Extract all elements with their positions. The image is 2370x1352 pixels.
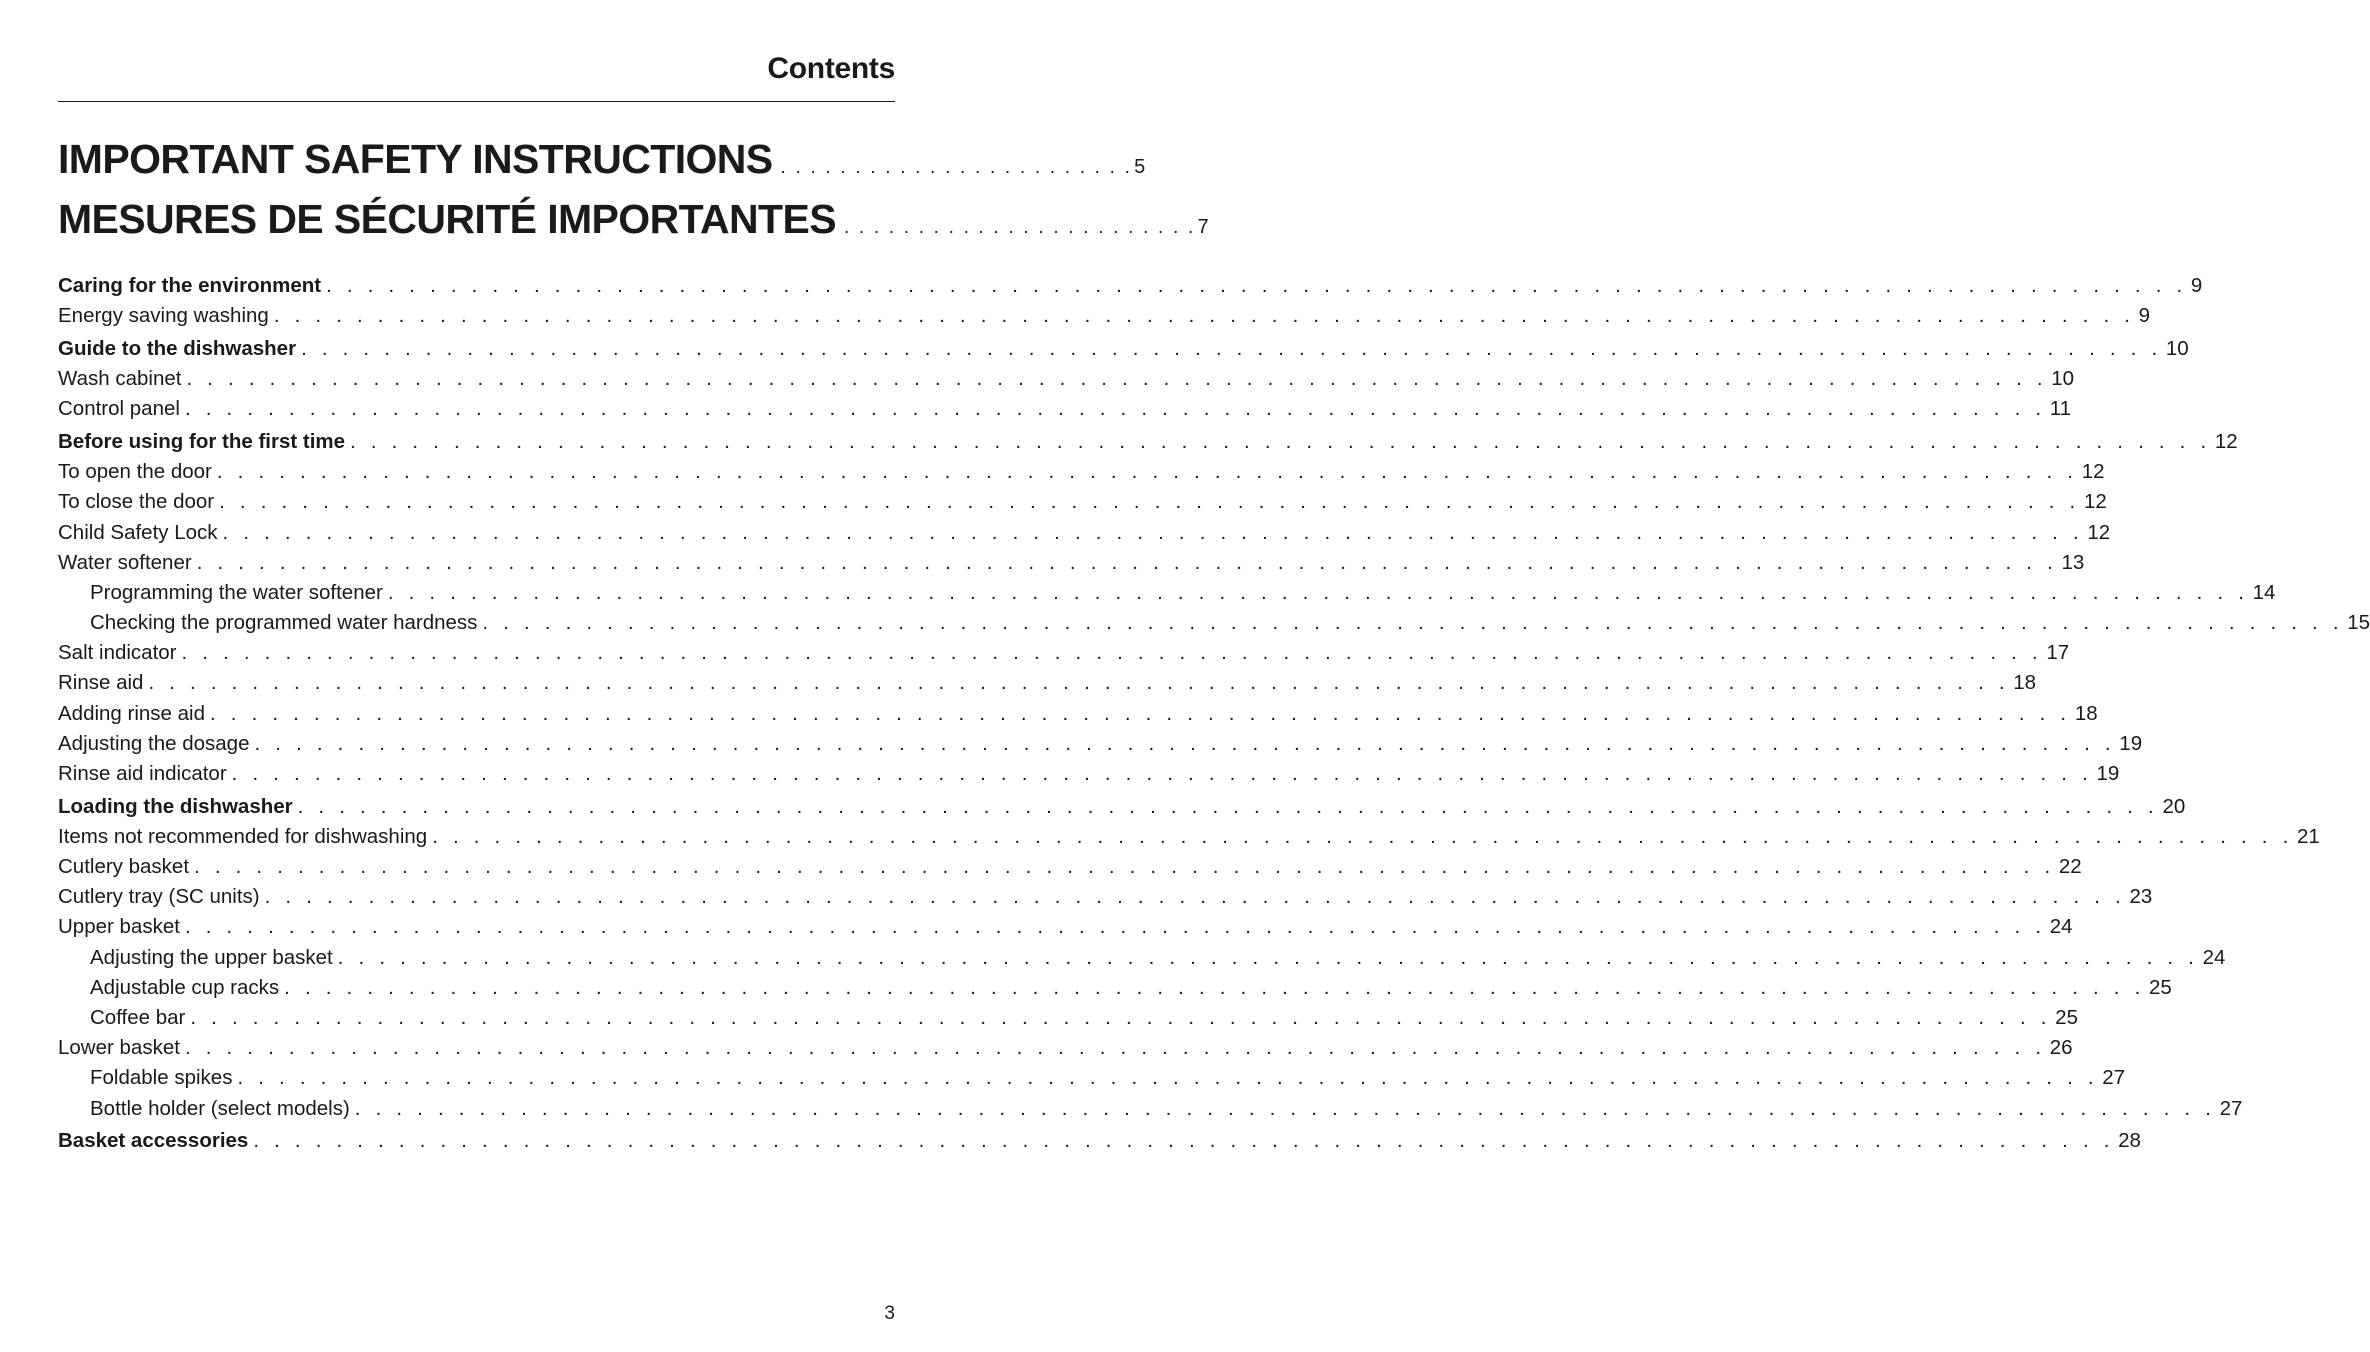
toc-entry-page-number: 24 <box>2202 945 2226 969</box>
toc-entry[interactable] <box>58 915 2073 945</box>
toc-entry-page-number: 19 <box>2119 731 2143 755</box>
toc-entry-title: Water softener <box>58 550 192 574</box>
toc-entry-page-number: 17 <box>2046 641 2070 665</box>
dot-leader: . . . . . . . . . . . . . . . . . . . . . . . . . . . . . . . . . . . . . . . . . . . . . . . . . . . . . . . . . . . . . . . . . . . . . . . . . . . . . . . . . . . . . . . . . . <box>186 367 2048 391</box>
toc-entry-page-number: 21 <box>2297 824 2320 848</box>
toc-entry-title: Rinse aid indicator <box>58 762 227 785</box>
toc-entry-title: Adding rinse aid <box>58 701 206 725</box>
page-number: 3 <box>884 1303 895 1324</box>
toc-entry-page-number: 28 <box>2118 1129 2141 1153</box>
toc-entry-page-number: 9 <box>2190 274 2203 297</box>
toc-entry[interactable] <box>58 1129 2141 1159</box>
toc-entry-title: Items not recommended for dishwashing <box>58 824 428 848</box>
dot-leader: . . . . . . . . . . . . . . . . . . . . . . . . . . . . . . . . . . . . . . . . . . . . . . . . . . . . . . . . . . . . . . . . . . . . . . . . . . . . . . . . . . . . . . . . . . <box>231 762 2093 785</box>
dot-leader: . . . . . . . . . . . . . . . . . . . . . . . . . . . . . . . . . . . . . . . . . . . . . . . . . . . . . . . . . . . . . . . . . . . . . . . . . . . . . . . . . . . . . . . . . . <box>301 336 2162 360</box>
toc-entry-page-number: 20 <box>2162 794 2186 818</box>
toc-entry-title: Wash cabinet <box>58 367 182 391</box>
toc-entry-title: Before using for the first time <box>58 429 346 453</box>
dot-leader: . . . . . . . . . . . . . . . . . . . . . . . . . . . . . . . . . . . . . . . . . . . . . . . . . . . . . . . . . . . . . . . . . . . . . . . . . . . . . . . . . . . . . . . . . . <box>148 671 2010 695</box>
toc-entry[interactable] <box>58 550 2085 581</box>
toc-entry-page-number: 19 <box>2096 762 2120 785</box>
dot-leader: . . . . . . . . . . . . . . . . . . . . . . . . . . . . . . . . . . . . . . . . . . . . . . . . . . . . . . . . . . . . . . . . . . . . . . . . . . . . . . . . . . . . . . . . . . <box>219 490 2080 514</box>
toc-entry-title: Adjusting the upper basket <box>90 945 333 969</box>
dot-leader: . . . . . . . . . . . . . . . . . . . . . . . . . . . . . . . . . . . . . . . . . . . . . . . . . . . . . . . . . . . . . . . . . . . . . . . . . . . . . . . . . . . . . . . . . . <box>297 794 2159 818</box>
toc-entry[interactable] <box>58 520 2111 551</box>
dot-leader: . . . . . . . . . . . . . . . . . . . . . . . . . . . . . . . . . . . . . . . . . . . . . . . . . . . . . . . . . . . . . . . . . . . . . . . . . . . . . . . . . . . . . . . . . . <box>190 1006 2052 1029</box>
toc-entry[interactable] <box>58 1006 2078 1036</box>
toc-entry-title: Adjusting the dosage <box>58 731 250 755</box>
toc-entry[interactable] <box>58 304 2151 334</box>
toc-entry-page-number: 12 <box>2081 460 2105 484</box>
heading-page-number: 7 <box>1197 216 1209 238</box>
dot-leader: . . . . . . . . . . . . . . . . . . . . . . . . . . . . . . . . . . . . . . . . . . . . . . . . . . . . . . . . . . . . . . . . . . . . . . . . . . . . . . . . . . . . . . . . . . <box>337 945 2199 969</box>
toc-entry-title: Caring for the environment <box>58 274 322 297</box>
dot-leader: . . . . . . . . . . . . . . . . . . . . . . . . . . . . . . . . . . . . . . . . . . . . . . . . . . . . . . . . . . . . . . . . . . . . . . . . . . . . . . . . . . . . . . . . . . <box>184 915 2046 939</box>
toc-entry[interactable] <box>58 701 2098 732</box>
toc-entry-title: Rinse aid <box>58 671 144 695</box>
toc-heading-safety-instructions[interactable] <box>58 136 1146 183</box>
dot-leader: . . . . . . . . . . . . . . . . . . . . . . . . . . . . . . . . . . . . . . . . . . . . . . . . . . . . . . . . . . . . . . . . . . . . . . . . . . . . . . . . . . . . . . . . . . <box>482 611 2344 635</box>
toc-entry[interactable] <box>58 855 2082 885</box>
toc-entry-title: Lower basket <box>58 1036 180 1060</box>
toc-entry-title: Child Safety Lock <box>58 520 218 544</box>
toc-entry-title: Upper basket <box>58 915 180 939</box>
toc-entry[interactable] <box>58 1036 2073 1066</box>
toc-entry[interactable] <box>58 490 2107 520</box>
heading-text: IMPORTANT SAFETY INSTRUCTIONS <box>58 136 773 182</box>
toc-entry[interactable] <box>58 336 2189 367</box>
toc-entry[interactable] <box>58 731 2143 762</box>
heading-page-number: 5 <box>1134 156 1146 178</box>
dot-leader: . . . . . . . . . . . . . . . . . . . . . . . . <box>843 217 1196 238</box>
toc-entry-page-number: 10 <box>2165 336 2189 360</box>
toc-entry-page-number: 24 <box>2049 915 2073 939</box>
toc-entry-page-number: 15 <box>2347 611 2370 635</box>
toc-entry[interactable] <box>58 1096 2243 1127</box>
dot-leader: . . . . . . . . . . . . . . . . . . . . . . . . . . . . . . . . . . . . . . . . . . . . . . . . . . . . . . . . . . . . . . . . . . . . . . . . . . . . . . . . . . . . . . . . . . <box>237 1066 2099 1090</box>
dot-leader: . . . . . . . . . . . . . . . . . . . . . . . . . . . . . . . . . . . . . . . . . . . . . . . . . . . . . . . . . . . . . . . . . . . . . . . . . . . . . . . . . . . . . . . . . . <box>216 460 2078 484</box>
toc-entry-title: Energy saving washing <box>58 304 269 328</box>
toc-entry-page-number: 18 <box>2074 701 2098 725</box>
toc-entry-page-number: 26 <box>2049 1036 2073 1060</box>
heading-text: MESURES DE SÉCURITÉ IMPORTANTES <box>58 196 836 242</box>
dot-leader: . . . . . . . . . . . . . . . . . . . . . . . . . . . . . . . . . . . . . . . . . . . . . . . . . . . . . . . . . . . . . . . . . . . . . . . . . . . . . . . . . . . . . . . . . . <box>181 641 2043 665</box>
toc-entry[interactable] <box>58 641 2070 671</box>
toc-entry[interactable] <box>58 885 2153 915</box>
toc-entry[interactable] <box>58 397 2072 427</box>
dot-leader: . . . . . . . . . . . . . . . . . . . . . . . . . . . . . . . . . . . . . . . . . . . . . . . . . . . . . . . . . . . . . . . . . . . . . . . . . . . . . . . . . . . . . . . . . . <box>284 975 2145 999</box>
toc-entry-page-number: 18 <box>2013 671 2037 695</box>
dot-leader: . . . . . . . . . . . . . . . . . . . . . . . . . . . . . . . . . . . . . . . . . . . . . . . . . . . . . . . . . . . . . . . . . . . . . . . . . . . . . . . . . . . . . . . . . . <box>222 520 2084 544</box>
table-of-contents <box>58 274 2370 1159</box>
page-title: Contents <box>767 52 895 85</box>
toc-entry-page-number: 13 <box>2061 550 2085 574</box>
toc-entry-page-number: 27 <box>2102 1066 2126 1090</box>
toc-entry-title: Cutlery tray (SC units) <box>58 885 260 909</box>
toc-entry[interactable] <box>58 794 2186 825</box>
toc-entry-title: Bottle holder (select models) <box>90 1096 350 1120</box>
toc-entry-title: Basket accessories <box>58 1129 249 1153</box>
toc-entry-title: Coffee bar <box>90 1006 186 1029</box>
dot-leader: . . . . . . . . . . . . . . . . . . . . . . . . . . . . . . . . . . . . . . . . . . . . . . . . . . . . . . . . . . . . . . . . . . . . . . . . . . . . . . . . . . . . . . . . . . <box>326 274 2187 297</box>
dot-leader: . . . . . . . . . . . . . . . . . . . . . . . . . . . . . . . . . . . . . . . . . . . . . . . . . . . . . . . . . . . . . . . . . . . . . . . . . . . . . . . . . . . . . . . . . . <box>196 550 2058 574</box>
toc-entry-title: Foldable spikes <box>90 1066 233 1090</box>
dot-leader: . . . . . . . . . . . . . . . . . . . . . . . . . . . . . . . . . . . . . . . . . . . . . . . . . . . . . . . . . . . . . . . . . . . . . . . . . . . . . . . . . . . . . . . . . . <box>210 701 2071 725</box>
toc-entry-page-number: 11 <box>2049 397 2072 421</box>
toc-entry-title: To close the door <box>58 490 215 514</box>
toc-entry-title: Loading the dishwasher <box>58 794 293 818</box>
toc-entry[interactable] <box>58 580 2276 611</box>
toc-heading-mesures-securite[interactable] <box>58 196 1209 243</box>
toc-entry[interactable] <box>58 671 2037 701</box>
toc-entry-title: Cutlery basket <box>58 855 190 879</box>
dot-leader: . . . . . . . . . . . . . . . . . . . . . . . . <box>780 157 1133 178</box>
dot-leader: . . . . . . . . . . . . . . . . . . . . . . . . . . . . . . . . . . . . . . . . . . . . . . . . . . . . . . . . . . . . . . . . . . . . . . . . . . . . . . . . . . . . . . . . . . <box>273 304 2135 328</box>
toc-entry[interactable] <box>58 762 2120 792</box>
toc-entry-title: To open the door <box>58 460 212 484</box>
toc-entry[interactable] <box>58 367 2075 397</box>
dot-leader: . . . . . . . . . . . . . . . . . . . . . . . . . . . . . . . . . . . . . . . . . . . . . . . . . . . . . . . . . . . . . . . . . . . . . . . . . . . . . . . . . . . . . . . . . . <box>253 1129 2115 1153</box>
toc-entry[interactable] <box>58 460 2105 490</box>
dot-leader: . . . . . . . . . . . . . . . . . . . . . . . . . . . . . . . . . . . . . . . . . . . . . . . . . . . . . . . . . . . . . . . . . . . . . . . . . . . . . . . . . . . . . . . . . . <box>354 1096 2216 1120</box>
toc-entry[interactable] <box>58 429 2238 460</box>
toc-entry[interactable] <box>58 611 2370 641</box>
toc-entry-title: Guide to the dishwasher <box>58 336 297 360</box>
dot-leader: . . . . . . . . . . . . . . . . . . . . . . . . . . . . . . . . . . . . . . . . . . . . . . . . . . . . . . . . . . . . . . . . . . . . . . . . . . . . . . . . . . . . . . . . . . <box>194 855 2055 879</box>
toc-entry-page-number: 22 <box>2058 855 2082 879</box>
toc-entry-page-number: 12 <box>2214 429 2238 453</box>
toc-entry-page-number: 27 <box>2219 1096 2243 1120</box>
header-divider <box>58 101 895 102</box>
toc-entry-page-number: 10 <box>2051 367 2075 391</box>
dot-leader: . . . . . . . . . . . . . . . . . . . . . . . . . . . . . . . . . . . . . . . . . . . . . . . . . . . . . . . . . . . . . . . . . . . . . . . . . . . . . . . . . . . . . . . . . . <box>184 397 2046 421</box>
dot-leader: . . . . . . . . . . . . . . . . . . . . . . . . . . . . . . . . . . . . . . . . . . . . . . . . . . . . . . . . . . . . . . . . . . . . . . . . . . . . . . . . . . . . . . . . . . <box>254 731 2116 755</box>
toc-entry-title: Control panel <box>58 397 180 421</box>
dot-leader: . . . . . . . . . . . . . . . . . . . . . . . . . . . . . . . . . . . . . . . . . . . . . . . . . . . . . . . . . . . . . . . . . . . . . . . . . . . . . . . . . . . . . . . . . . <box>184 1036 2046 1060</box>
dot-leader: . . . . . . . . . . . . . . . . . . . . . . . . . . . . . . . . . . . . . . . . . . . . . . . . . . . . . . . . . . . . . . . . . . . . . . . . . . . . . . . . . . . . . . . . . . <box>350 429 2211 453</box>
toc-entry-title: Adjustable cup racks <box>90 975 280 999</box>
toc-entry[interactable] <box>58 1066 2126 1096</box>
toc-entry-page-number: 12 <box>2087 520 2111 544</box>
toc-entry-page-number: 25 <box>2148 975 2172 999</box>
toc-entry[interactable] <box>58 274 2203 304</box>
toc-entry-page-number: 9 <box>2138 304 2151 328</box>
toc-entry[interactable] <box>58 945 2226 976</box>
dot-leader: . . . . . . . . . . . . . . . . . . . . . . . . . . . . . . . . . . . . . . . . . . . . . . . . . . . . . . . . . . . . . . . . . . . . . . . . . . . . . . . . . . . . . . . . . . <box>387 580 2249 604</box>
toc-entry-page-number: 25 <box>2055 1006 2078 1029</box>
toc-entry[interactable] <box>58 975 2172 1006</box>
toc-entry-page-number: 12 <box>2083 490 2107 514</box>
toc-entry-title: Salt indicator <box>58 641 177 665</box>
toc-entry-title: Programming the water softener <box>90 580 383 604</box>
dot-leader: . . . . . . . . . . . . . . . . . . . . . . . . . . . . . . . . . . . . . . . . . . . . . . . . . . . . . . . . . . . . . . . . . . . . . . . . . . . . . . . . . . . . . . . . . . <box>264 885 2126 909</box>
toc-entry-title: Checking the programmed water hardness <box>90 611 478 635</box>
toc-entry-page-number: 23 <box>2129 885 2153 909</box>
toc-entry[interactable] <box>58 824 2320 855</box>
toc-entry-page-number: 14 <box>2252 580 2276 604</box>
dot-leader: . . . . . . . . . . . . . . . . . . . . . . . . . . . . . . . . . . . . . . . . . . . . . . . . . . . . . . . . . . . . . . . . . . . . . . . . . . . . . . . . . . . . . . . . . . <box>432 824 2293 848</box>
